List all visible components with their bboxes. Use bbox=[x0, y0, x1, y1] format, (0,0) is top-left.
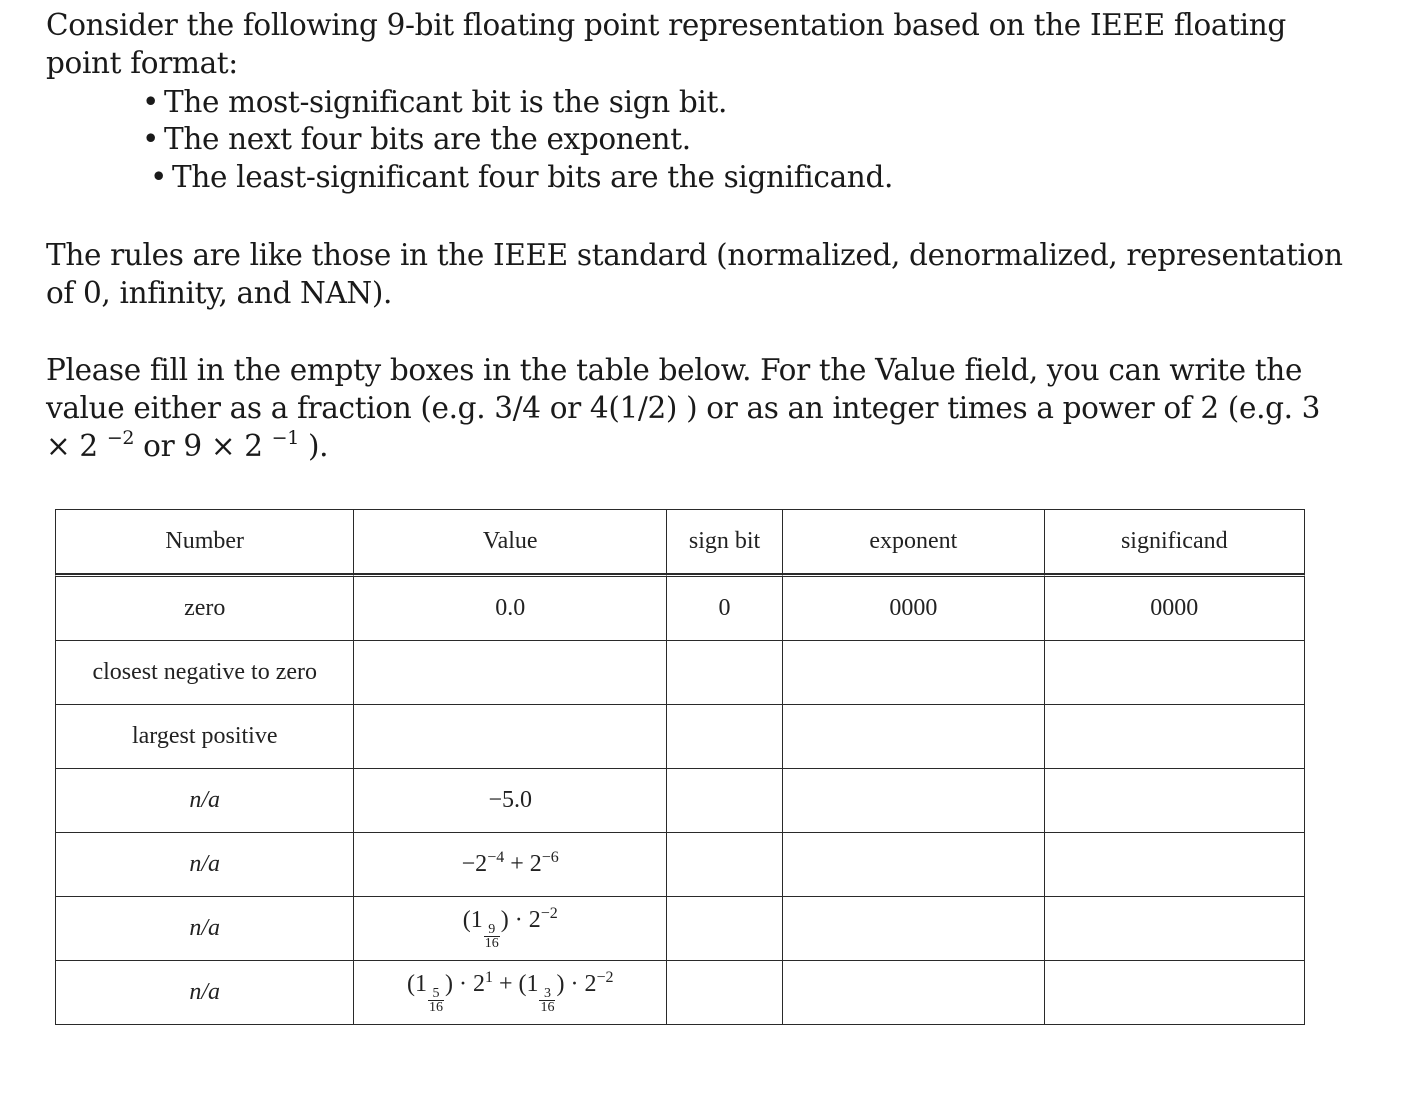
cell-number: n/a bbox=[55, 769, 354, 833]
formula-part: ) · 2 bbox=[444, 971, 485, 997]
instructions-exponent-2: −1 bbox=[271, 427, 299, 449]
header-sign-bit: sign bit bbox=[667, 509, 783, 574]
cell-sign[interactable] bbox=[667, 769, 783, 833]
bullet-text: The most-significant bit is the sign bit. bbox=[164, 85, 728, 119]
cell-number: n/a bbox=[55, 961, 354, 1025]
cell-number: largest positive bbox=[55, 705, 354, 769]
cell-sign[interactable] bbox=[667, 897, 783, 961]
value-formula bbox=[462, 851, 559, 877]
formula-exponent: −4 bbox=[487, 849, 505, 866]
cell-significand: 0000 bbox=[1045, 574, 1305, 641]
cell-significand[interactable] bbox=[1045, 705, 1305, 769]
table-row bbox=[55, 705, 1305, 769]
formula-exponent: −6 bbox=[541, 849, 559, 866]
instructions-text-1: Please fill in the empty boxes in the table below. For the Value field, you can write the value either as a fraction (e.g. 3/4 or 4(1/2) ) or as an integer times a power of 2 (e.g. 3 × 2 bbox=[46, 353, 1321, 463]
cell-sign[interactable] bbox=[667, 961, 783, 1025]
table-row bbox=[55, 769, 1305, 833]
cell-exponent: 0000 bbox=[783, 574, 1044, 641]
cell-number: n/a bbox=[55, 833, 354, 897]
formula-part: −2 bbox=[461, 851, 488, 877]
header-value: Value bbox=[354, 509, 667, 574]
bullet-dot: • bbox=[142, 122, 160, 156]
formula-part: (1 bbox=[406, 971, 427, 997]
table-row bbox=[55, 897, 1305, 961]
fraction bbox=[484, 923, 500, 950]
formula-part: (1 bbox=[462, 907, 483, 933]
fraction-numerator: 5 bbox=[428, 987, 444, 1001]
fraction-denominator: 16 bbox=[484, 936, 499, 951]
cell-significand[interactable] bbox=[1045, 897, 1305, 961]
header-exponent: exponent bbox=[783, 509, 1044, 574]
cell-exponent[interactable] bbox=[783, 641, 1044, 705]
cell-number: closest negative to zero bbox=[55, 641, 354, 705]
rules-paragraph bbox=[46, 236, 1346, 312]
cell-sign[interactable] bbox=[667, 705, 783, 769]
table-header-row bbox=[55, 509, 1305, 574]
cell-exponent[interactable] bbox=[783, 961, 1044, 1025]
cell-significand[interactable] bbox=[1045, 833, 1305, 897]
rules-text: The rules are like those in the IEEE standard (normalized, denormalized, representation of 0, infinity, and NAN). bbox=[46, 238, 1343, 310]
formula-part: + (1 bbox=[492, 971, 539, 997]
table-row bbox=[55, 641, 1305, 705]
bullet-item bbox=[142, 120, 691, 158]
intro-text: Consider the following 9-bit floating point representation based on the IEEE floating point format: bbox=[46, 8, 1286, 80]
fraction-numerator: 9 bbox=[484, 923, 500, 937]
instructions-text-3: ). bbox=[298, 429, 329, 463]
cell-value bbox=[354, 961, 667, 1025]
header-significand: significand bbox=[1045, 509, 1305, 574]
cell-number: zero bbox=[55, 574, 354, 641]
cell-value: 0.0 bbox=[354, 574, 667, 641]
table-row bbox=[55, 833, 1305, 897]
cell-exponent[interactable] bbox=[783, 705, 1044, 769]
fp-table bbox=[55, 509, 1305, 1025]
cell-sign: 0 bbox=[667, 574, 783, 641]
bullet-item bbox=[150, 158, 893, 196]
fraction-numerator: 3 bbox=[539, 987, 555, 1001]
formula-part: + 2 bbox=[504, 851, 542, 877]
value-formula bbox=[406, 969, 614, 1015]
cell-value bbox=[354, 833, 667, 897]
formula-exponent: −2 bbox=[596, 969, 614, 986]
fraction bbox=[428, 987, 444, 1014]
formula-part: ) · 2 bbox=[556, 971, 597, 997]
cell-significand[interactable] bbox=[1045, 961, 1305, 1025]
cell-exponent[interactable] bbox=[783, 769, 1044, 833]
cell-exponent[interactable] bbox=[783, 897, 1044, 961]
instructions-exponent-1: −2 bbox=[106, 427, 135, 449]
table-row bbox=[55, 574, 1305, 641]
bullet-text: The least-significant four bits are the significand. bbox=[172, 160, 894, 194]
cell-value: −5.0 bbox=[354, 769, 667, 833]
fraction bbox=[539, 987, 555, 1014]
cell-exponent[interactable] bbox=[783, 833, 1044, 897]
cell-value bbox=[354, 897, 667, 961]
value-formula bbox=[462, 905, 558, 951]
formula-part: ) · 2 bbox=[500, 907, 541, 933]
instructions-text-2: or 9 × 2 bbox=[134, 429, 272, 463]
cell-sign[interactable] bbox=[667, 833, 783, 897]
bullet-dot: • bbox=[142, 85, 160, 119]
formula-exponent: 1 bbox=[484, 969, 493, 986]
bullet-item bbox=[142, 83, 727, 121]
intro-paragraph bbox=[46, 6, 1346, 82]
instructions-paragraph bbox=[46, 351, 1346, 465]
cell-sign[interactable] bbox=[667, 641, 783, 705]
bullet-dot: • bbox=[150, 160, 168, 194]
cell-significand[interactable] bbox=[1045, 641, 1305, 705]
table-row bbox=[55, 961, 1305, 1025]
cell-value[interactable] bbox=[354, 641, 667, 705]
cell-significand[interactable] bbox=[1045, 769, 1305, 833]
fraction-denominator: 16 bbox=[540, 1000, 555, 1015]
fraction-denominator: 16 bbox=[428, 1000, 443, 1015]
cell-number: n/a bbox=[55, 897, 354, 961]
bullet-text: The next four bits are the exponent. bbox=[164, 122, 691, 156]
header-number: Number bbox=[55, 509, 354, 574]
cell-value[interactable] bbox=[354, 705, 667, 769]
formula-exponent: −2 bbox=[540, 905, 558, 922]
